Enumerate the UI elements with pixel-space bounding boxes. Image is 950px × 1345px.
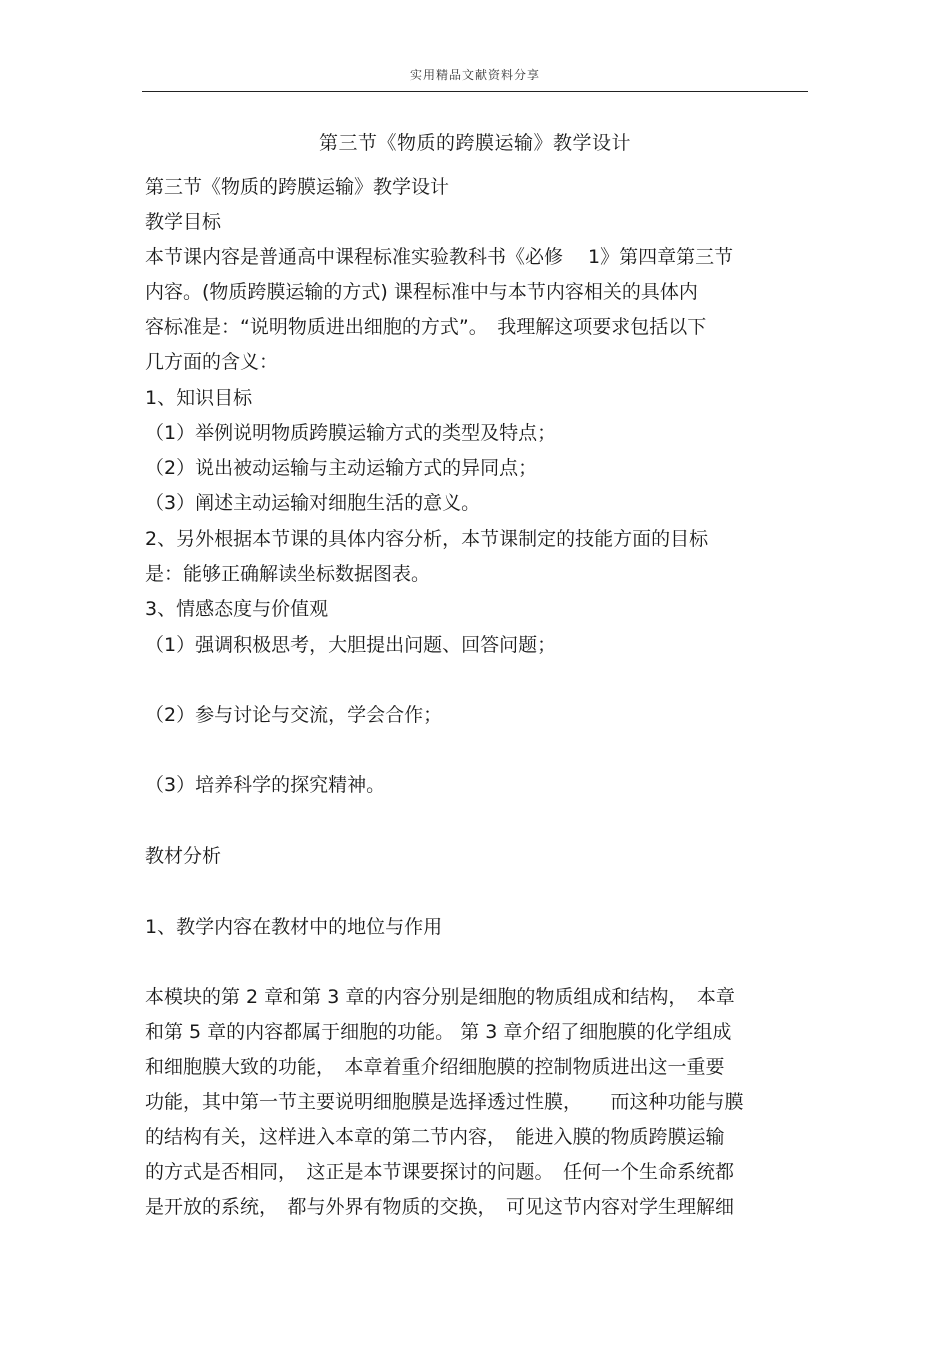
body-line: 容标准是：“说明物质进出细胞的方式”。 我理解这项要求包括以下 <box>145 316 707 338</box>
body-line: 功能，其中第一节主要说明细胞膜是选择透过性膜， 而这种功能与膜 <box>145 1091 744 1113</box>
body-line: 和细胞膜大致的功能， 本章着重介绍细胞膜的控制物质进出这一重要 <box>145 1056 725 1078</box>
body-line: 的方式是否相同， 这正是本节课要探讨的问题。 任何一个生命系统都 <box>145 1161 735 1183</box>
body-line: 内容。(物质跨膜运输的方式) 课程标准中与本节内容相关的具体内 <box>145 281 698 303</box>
body-line: 的结构有关，这样进入本章的第二节内容， 能进入膜的物质跨膜运输 <box>145 1126 725 1148</box>
body-line: （3）培养科学的探究精神。 <box>145 774 386 796</box>
document-title: 第三节《物质的跨膜运输》教学设计 <box>318 132 631 154</box>
body-line: （1）强调积极思考，大胆提出问题、回答问题； <box>145 634 557 656</box>
body-line: 是：能够正确解读坐标数据图表。 <box>145 563 431 585</box>
body-line: （1）举例说明物质跨膜运输方式的类型及特点； <box>145 422 557 444</box>
body-line: 2、另外根据本节课的具体内容分析，本节课制定的技能方面的目标 <box>145 528 709 550</box>
subsection-heading: 1、教学内容在教材中的地位与作用 <box>145 916 443 938</box>
body-line: 几方面的含义： <box>145 351 279 373</box>
body-line: （3）阐述主动运输对细胞生活的意义。 <box>145 492 481 514</box>
body-line: （2）说出被动运输与主动运输方式的异同点； <box>145 457 538 479</box>
body-line: （2）参与讨论与交流，学会合作； <box>145 704 443 726</box>
page-header: 实用精品文献资料分享 <box>409 68 540 82</box>
section-heading: 教材分析 <box>145 845 222 867</box>
body-line: 第三节《物质的跨膜运输》教学设计 <box>145 176 450 198</box>
body-line: 教学目标 <box>145 211 222 233</box>
body-line: 1、知识目标 <box>145 387 253 409</box>
body-line: 3、情感态度与价值观 <box>145 598 329 620</box>
header-rule <box>142 91 808 92</box>
body-line: 本模块的第 2 章和第 3 章的内容分别是细胞的物质组成和结构， 本章 <box>145 986 735 1008</box>
body-line: 是开放的系统， 都与外界有物质的交换， 可见这节内容对学生理解细 <box>145 1196 735 1218</box>
body-line: 本节课内容是普通高中课程标准实验教科书《必修 1》第四章第三节 <box>145 246 734 268</box>
body-line: 和第 5 章的内容都属于细胞的功能。 第 3 章介绍了细胞膜的化学组成 <box>145 1021 732 1043</box>
